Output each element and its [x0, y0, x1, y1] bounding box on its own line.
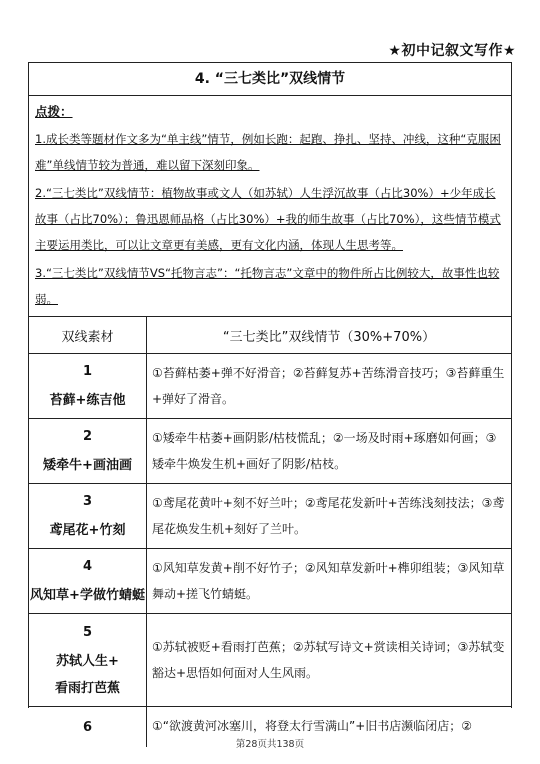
- table-header: [29, 317, 511, 354]
- material-cell: [29, 419, 147, 483]
- tip-paragraph: 1.成长类等题材作文多为“单主线”情节，例如长跑：起跑、挣扎、坚持、冲线，这种“克服困难”单线情节较为普通，难以留下深刻印象。: [35, 132, 501, 172]
- material-name: 看雨打芭蕉: [54, 680, 120, 696]
- row-number: 4: [82, 559, 93, 574]
- material-cell: [29, 614, 147, 706]
- column-header-material: 双线素材: [29, 317, 147, 353]
- plot-description: ①苔藓枯萎+弹不好滑音；②苔藓复苏+苦练滑音技巧；③苔藓重生+弹好了滑音。: [152, 366, 505, 406]
- table-row: [29, 419, 511, 484]
- plot-description: ①矮牵牛枯萎+画阴影/枯枝慌乱；②一场及时雨+琢磨如何画；③矮牵牛焕发生机+画好了阴影/枯枝。: [152, 431, 497, 471]
- tips-block: [29, 96, 511, 317]
- row-number: 6: [82, 719, 93, 735]
- table-row: [29, 354, 511, 419]
- page-footer: 第28页共138页: [235, 739, 305, 750]
- table-row: [29, 484, 511, 549]
- section-title: 4. “三七类比”双线情节: [29, 63, 511, 96]
- material-name: 风知草+学做竹蜻蜓: [30, 588, 145, 603]
- content-frame: [28, 62, 512, 735]
- tips-title: 点拨：: [35, 104, 73, 119]
- table-row: [29, 549, 511, 614]
- plot-description: ①“欲渡黄河冰塞川，将登太行雪满山”+旧书店濒临闭店；②: [152, 719, 473, 733]
- material-name: 鸢尾花+竹刻: [49, 523, 126, 538]
- material-name: 苏轼人生+: [56, 653, 119, 669]
- material-cell: [29, 549, 147, 613]
- row-number: 5: [82, 624, 93, 640]
- document-tag: ★初中记叙文写作★: [388, 43, 516, 59]
- table-row: [29, 614, 511, 707]
- material-name: 苔藓+练吉他: [49, 393, 126, 408]
- plot-description: ①鸢尾花黄叶+刻不好兰叶；②鸢尾花发新叶+苦练浅刻技法；③鸢尾花焕发生机+刻好了兰叶。: [152, 496, 505, 536]
- material-name: 矮牵牛+画油画: [43, 458, 132, 473]
- material-cell: [29, 484, 147, 548]
- column-header-plot: “三七类比”双线情节（30%+70%）: [222, 329, 436, 345]
- row-number: 2: [82, 429, 93, 444]
- tip-paragraph: 3.“三七类比”双线情节VS“托物言志”：“托物言志”文章中的物件所占比例较大，故事性也较弱。: [35, 266, 500, 306]
- row-number: 1: [82, 364, 93, 379]
- material-cell: [29, 354, 147, 418]
- plot-description: ①苏轼被贬+看雨打芭蕉；②苏轼写诗文+赏读相关诗词；③苏轼变豁达+思悟如何面对人生风雨。: [152, 640, 505, 680]
- row-number: 3: [82, 494, 93, 509]
- plot-description: ①风知草发黄+削不好竹子；②风知草发新叶+榫卯组装；③风知草舞动+搓飞竹蜻蜓。: [152, 561, 505, 601]
- tip-paragraph: 2.“三七类比”双线情节：植物故事或文人（如苏轼）人生浮沉故事（占比30%）+少年成长故事（占比70%）；鲁迅恩师品格（占比30%）+我的师生故事（占比70%），这些情节模式主要运用类比，可以让文章更有美感，更有文化内涵，体现人生思考等。: [35, 186, 501, 252]
